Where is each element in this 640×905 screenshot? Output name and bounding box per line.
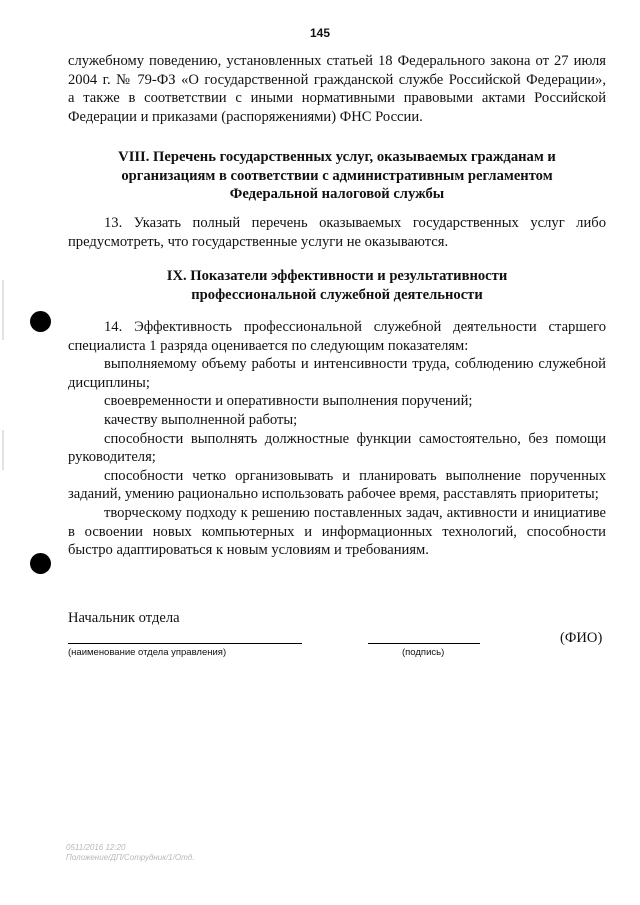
section-8-heading-line-1: VIII. Перечень государственных услуг, оказываемых гражданам и — [118, 149, 556, 165]
section-9-intro-paragraph: 14. Эффективность профессиональной служебной деятельности старшего специалиста 1 разряда оценивается по следующим показателям: — [68, 319, 606, 354]
signature-title: Начальник отдела — [68, 610, 180, 626]
indicator-item: своевременности и оперативности выполнения поручений; — [104, 393, 473, 410]
section-9-heading-line-1: IX. Показатели эффективности и результативности — [166, 268, 508, 284]
section-9-heading-line-2: профессиональной служебной деятельности — [191, 286, 483, 303]
section-8-heading — [68, 148, 606, 204]
indicator-item: качеству выполненной работы; — [104, 411, 298, 428]
section-8-paragraph-line-2: предусмотреть, что государственные услуги не оказываются. — [68, 233, 449, 250]
indicator-item: способности выполнять должностные функции самостоятельно, без помощи руководителя; — [68, 430, 606, 466]
intro-line-4: Федерации и приказами (распоряжениями) ФНС России. — [68, 108, 423, 125]
signature-line — [368, 643, 480, 644]
section-9-body — [68, 318, 606, 560]
intro-line-2: 2004 г. № 79-ФЗ «О государственной гражданской службе Российской Федерации», — [68, 71, 606, 88]
department-signature-line — [68, 643, 302, 644]
department-caption: (наименование отдела управления) — [68, 647, 227, 658]
section-8-paragraph-line-1: 13. Указать полный перечень оказываемых государственных услуг либо — [104, 215, 606, 231]
indicator-item: способности четко организовывать и планировать выполнение порученных заданий, умению рационально использовать рабочее время, расставлять приоритеты; — [68, 467, 606, 503]
section-8-paragraph — [68, 214, 606, 251]
scan-edge-mark — [2, 280, 4, 340]
indicator-item: выполняемому объему работы и интенсивности труда, соблюдению служебной дисциплины; — [68, 356, 606, 391]
intro-line-3: а также в соответствии с иными нормативными правовыми актами Российской — [68, 90, 606, 107]
section-9-heading — [68, 267, 606, 304]
section-8-heading-line-2: организациям в соответствии с административным регламентом — [121, 167, 553, 184]
intro-paragraph — [68, 52, 606, 126]
scan-edge-mark — [2, 430, 4, 470]
hole-punch-mark-top — [30, 311, 51, 332]
footer-stamp-line-1: 0511/2016 12:20 — [66, 843, 126, 852]
fio-label: (ФИО) — [560, 630, 603, 646]
footer-stamp-line-2: Положение/ДП/Сотрудник/1/Отд. — [66, 853, 195, 862]
indicator-item: творческому подходу к решению поставленных задач, активности и инициативе в освоении новых компьютерных и информационных технологий, способности быстро адаптироваться к новым условиям и требованиям. — [68, 504, 606, 559]
signature-caption: (подпись) — [402, 647, 445, 658]
hole-punch-mark-bottom — [30, 553, 51, 574]
section-8-heading-line-3: Федеральной налоговой службы — [229, 186, 445, 203]
intro-line-1: служебному поведению, установленных статьей 18 Федерального закона от 27 июля — [68, 53, 606, 69]
page-number: 145 — [309, 26, 331, 40]
